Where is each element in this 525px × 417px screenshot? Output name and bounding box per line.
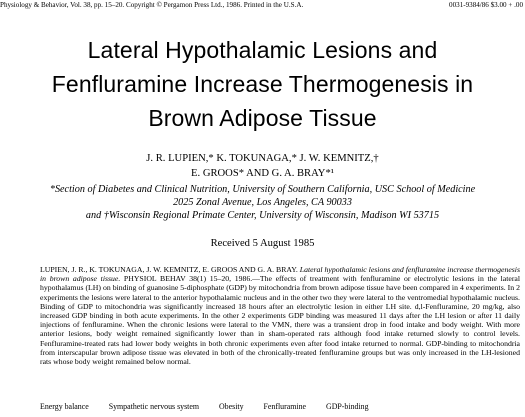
journal-header: Physiology & Behavior, Vol. 38, pp. 15–20. Copyright © Pergamon Press Ltd., 1986. Printed in the U.S.A.: [0, 1, 304, 9]
citation-authors: LUPIEN, J. R., K. TOKUNAGA, J. W. KEMNITZ, E. GROOS AND G. A. BRAY.: [40, 265, 300, 274]
paper-title-line-1: Lateral Hypothalamic Lesions and: [87, 37, 438, 63]
journal-code: 0031-9384/86 $3.00 + .00: [449, 1, 523, 9]
keyword: Fenfluramine: [263, 402, 307, 411]
paper-title-line-2: Fenfluramine Increase Thermogenesis in: [51, 71, 474, 97]
abstract-body: —The effects of treatment with fenfluramine or electrolytic lesions in the lateral hypothalamus (LH) on binding of guanosine 5-diphosphate (GDP) by mitochondria from brown adipose tissue have been compared in 4 experiments. In 2 experiments the lesions were lateral to the anterior hypothalamic nucleus and in the other two they were lateral to the ventromedial hypothalamic nucleus. Binding of GDP to mitochondria was significantly increased 18 hours after an electrolytic lesion in either LH site. d,l-Fenfluramine, 20 mg/kg, also increased GDP binding in both acute experiments. In the other 2 experiments GDP binding was measured 11 days after the LH lesion or after 11 daily injections of fenfluramine. When the chronic lesions were lateral to the VMN, there was a transient drop in food intake and body weight. With more anterior lesions, body weight remained significantly lower than in sham-operated rats although food intake returned slowly to control levels. Fenfluramine-treated rats had lower body weights in both chronic experiments even after food intake returned to normal. GDP-binding to mitochondria from interscapular brown adipose tissue was elevated in both of the chronically-treated fenfluramine groups but was only increased in the LH-lesioned rats whose body weight remained below normal.: [40, 274, 521, 367]
affiliation-line-2: 2025 Zonal Avenue, Los Angeles, CA 90033: [173, 197, 352, 208]
authors-line-2: E. GROOS* AND G. A. BRAY*¹: [191, 168, 334, 179]
affiliation-line-1: *Section of Diabetes and Clinical Nutrition, University of Southern California, USC School of Medicine: [49, 184, 476, 195]
received-date: Received 5 August 1985: [210, 238, 315, 249]
abstract: [40, 265, 520, 366]
keyword: Energy balance: [40, 402, 89, 411]
keywords: [40, 402, 520, 412]
citation-title: Lateral hypothalamic lesions and fenfluramine increase thermogenesis in brown adipose tissue.: [40, 265, 520, 284]
keyword: Obesity: [218, 402, 244, 411]
keyword: Sympathetic nervous system: [108, 402, 199, 411]
affiliation-line-3: and †Wisconsin Regional Primate Center, University of Wisconsin, Madison WI 53715: [85, 210, 440, 221]
keyword: GDP-binding: [326, 402, 369, 411]
authors-line-1: J. R. LUPIEN,* K. TOKUNAGA,* J. W. KEMNITZ,†: [146, 153, 379, 164]
paper-title-line-3: Brown Adipose Tissue: [148, 105, 377, 131]
citation-source: PHYSIOL BEHAV 38(1) 15–20, 1986.: [120, 274, 253, 284]
